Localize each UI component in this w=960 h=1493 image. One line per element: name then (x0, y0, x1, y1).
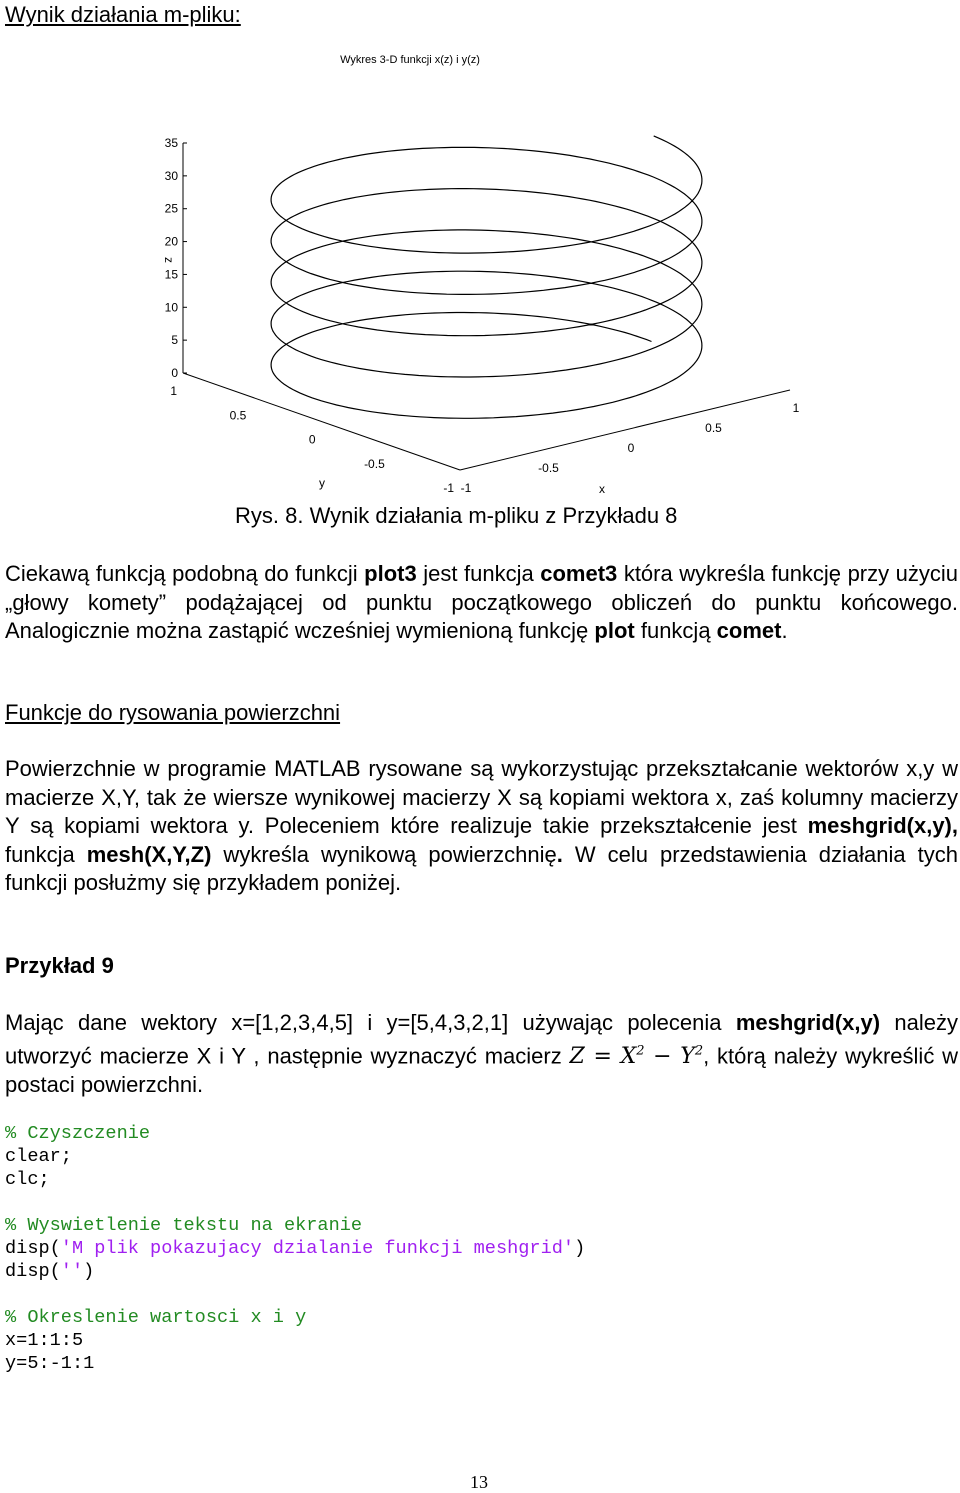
page-number: 13 (470, 1472, 488, 1492)
x-axis-line (460, 390, 790, 470)
helix-line (271, 136, 702, 418)
z-tick-label: 35 (164, 136, 178, 150)
section-title: Wynik działania m-pliku: (5, 2, 241, 27)
x-axis-label: x (599, 482, 605, 496)
figure-caption: Rys. 8. Wynik działania m-pliku z Przykładu 8 (235, 503, 678, 528)
y-tick-label: 0 (308, 432, 316, 447)
code-comment: % Okreslenie wartosci x i y (5, 1307, 307, 1328)
z-tick-label: 0 (171, 366, 178, 380)
code-line: clc; (5, 1169, 50, 1190)
code-line: clear; (5, 1146, 72, 1167)
code-comment: % Czyszczenie (5, 1123, 151, 1144)
y-tick-label: -1 (443, 481, 454, 495)
paragraph-example: Mając dane wektory x=[1,2,3,4,5] i y=[5,4,3,2,1] używając polecenia meshgrid(x,y) należy utworzyć macierze X i Y , następnie wyznaczyć macierz $Z = X^2 - Y^2$, którą należy wykreślić w postaci powierzchni. (5, 1010, 958, 1098)
subheading: Funkcje do rysowania powierzchni (5, 700, 341, 725)
y-axis-line (183, 373, 460, 470)
z-tick-label: 25 (164, 201, 178, 216)
z-axis-label: z (162, 257, 176, 263)
x-tick-label: 1 (792, 401, 800, 415)
z-tick-label: 30 (164, 168, 178, 183)
z-tick-label: 10 (164, 300, 178, 315)
z-tick-label: 15 (164, 267, 178, 282)
z-tick-label: 20 (164, 234, 178, 249)
x-tick-label: 0.5 (705, 421, 722, 435)
paragraph-comet: Ciekawą funkcją podobną do funkcji plot3 jest funkcja comet3 która wykreśla funkcję przy użyciu „głowy komety” podążającej od punktu początkowego obliczeń do punktu końcowego. Analogicznie można zastąpić wcześniej wymienioną funkcję plot funkcją comet. (5, 561, 959, 643)
code-line: y=5:-1:1 (5, 1353, 95, 1374)
paragraph-surfaces: Powierzchnie w programie MATLAB rysowane są wykorzystując przekształcanie wektorów x,y w macierze X,Y, tak że wiersze wynikowej macierzy X są kopiami wektora x, zaś kolumny macierzy Y są kopiami wektora y. Poleceniem które realizuje takie przekształcenie jest meshgrid(x,y), funkcja mesh(X,Y,Z) wykreśla wynikową powierzchnię. W celu przedstawienia działania tych funkcji posłużmy się przykładem poniżej. (5, 756, 958, 895)
formula-z: $Z = X^2 - Y^2$ (569, 1043, 704, 1069)
x-tick-label: -0.5 (538, 461, 559, 475)
chart-title: Wykres 3-D funkcji x(z) i y(z) (340, 54, 480, 66)
y-tick-label: 0.5 (229, 408, 247, 423)
tick-labels (162, 136, 800, 496)
code-comment: % Wyswietlenie tekstu na ekranie (5, 1215, 363, 1236)
helix-3d-plot (150, 45, 830, 505)
x-tick-label: 0 (627, 441, 635, 455)
helix-series-line (271, 136, 702, 418)
code-line: x=1:1:5 (5, 1330, 84, 1351)
y-tick-label: -0.5 (364, 456, 385, 471)
code-listing: % Czyszczenie clear; clc; % Wyswietlenie tekstu na ekranie disp('M plik pokazujacy dzialanie funkcji meshgrid') disp('') % Okreslenie wartosci x i y x=1:1:5 y=5:-1:1 (5, 1123, 586, 1374)
x-tick-label: -1 (460, 481, 472, 495)
z-tick-label: 5 (171, 333, 178, 348)
example-title: Przykład 9 (5, 953, 114, 978)
y-axis-label: y (319, 476, 325, 490)
y-tick-label: 1 (170, 384, 177, 398)
